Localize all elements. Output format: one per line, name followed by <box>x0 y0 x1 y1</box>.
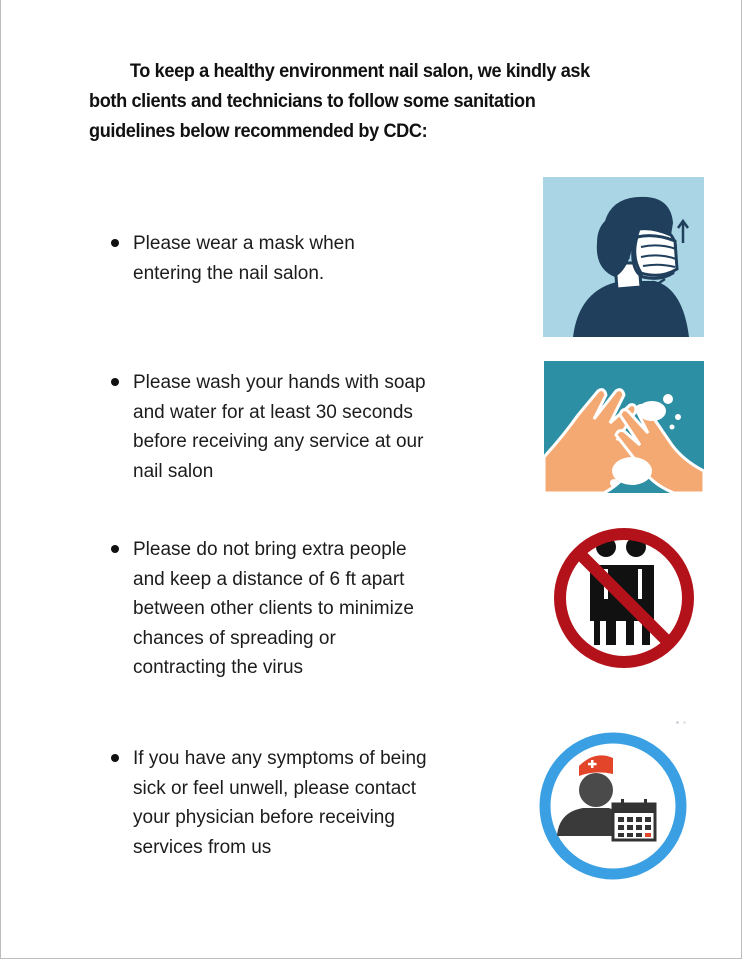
text-line: your physician before receiving <box>133 807 395 828</box>
decorative-dot <box>676 721 679 724</box>
guideline-text <box>133 229 493 288</box>
text-line: chances of spreading or <box>133 627 336 649</box>
bullet-point <box>111 239 119 247</box>
text-line: between other clients to minimize <box>133 598 414 619</box>
text-line: before receiving any service at our <box>133 431 424 452</box>
text-line: Please wear a mask when <box>133 233 355 254</box>
flyer-heading <box>89 56 647 146</box>
text-line: If you have any symptoms of being <box>133 748 427 769</box>
bullet-point <box>111 754 119 762</box>
guideline-text <box>133 744 493 862</box>
text-line: and water for at least 30 seconds <box>133 401 413 423</box>
heading-line-3: guidelines below recommended by CDC: <box>89 120 428 142</box>
no-gathering-icon <box>546 525 702 671</box>
guideline-text <box>133 368 493 486</box>
guideline-text <box>133 535 493 683</box>
text-line: contracting the virus <box>133 657 304 678</box>
bullet-point <box>111 545 119 553</box>
text-line: Please do not bring extra people <box>133 539 407 560</box>
text-line: Please wash your hands with soap <box>133 372 426 393</box>
text-line: sick or feel unwell, please contact <box>133 777 417 799</box>
hand-washing-icon <box>544 361 704 493</box>
text-line: entering the nail salon. <box>133 262 325 284</box>
heading-line-1: To keep a healthy environment nail salon, we kindly ask <box>129 60 590 82</box>
physician-calendar-icon <box>529 724 691 880</box>
text-line: services from us <box>133 836 272 858</box>
face-mask-icon <box>543 177 704 337</box>
bullet-point <box>111 378 119 386</box>
heading-line-2: both clients and technicians to follow some sanitation <box>89 90 536 112</box>
decorative-dot <box>683 721 686 724</box>
text-line: and keep a distance of 6 ft apart <box>133 568 405 590</box>
text-line: nail salon <box>133 460 214 482</box>
